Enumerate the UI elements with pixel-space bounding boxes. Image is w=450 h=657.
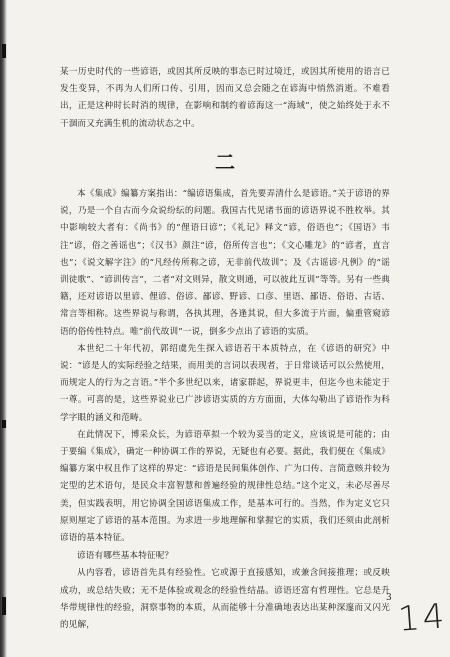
binding-mark <box>2 44 6 58</box>
paragraph: 本世纪二十年代初，郭绍虞先生探入谚语若干本质特点，在《谚语的研究》中说：“谚是人的实际经验之结果，而用美的言词以表现者，于日常谈话可以公然使用，而规定人的行为之言语。”半个多世纪以来，诸家群起，界说更丰，但迄今也未能定于一尊。可喜的是，这些界说业已广涉谚语实质的方方面面，大体勾勒出了谚语作为科学字眼的涵义和范畴。 <box>60 343 390 423</box>
section-number: 二 <box>215 150 235 174</box>
top-text-block <box>60 64 390 133</box>
question-line: 谚语有哪些基本特征呢？ <box>77 551 174 562</box>
paragraph: 从内容看，谚语首先具有经验性。它或源于直接感知，或兼含间接推理；或反映成功，或总结失败；无不是体验或观念的经验性结晶。谚语还富有哲理性。它总是升华带规律性的经验，洞察事物的本质，从而能够十分准确地表达出某种深邃而又闪光的见解， <box>60 568 390 631</box>
paragraph-continuation: 某一历史时代的一些谚语，或因其所反映的事态已时过境迁，或因其所使用的语言已发生变异，不再为人们所口传、引用，因而又总会随之在谚海中悄然消逝。不难看出，正是这种时长时消的规律，在影响和制约着谚海这一“海域”，使之始终处于永不干涸而又充满生机的流动状态之中。 <box>60 67 390 129</box>
binding-mark <box>2 420 6 428</box>
handwritten-number: 14 <box>396 596 449 640</box>
binding-mark <box>2 597 6 615</box>
main-text-block <box>60 186 390 634</box>
page-number: 3 <box>386 593 392 603</box>
binding-edge-shadow <box>0 0 7 657</box>
paragraph: 本《集成》编纂方案指出：“编谚语集成，首先要弄清什么是谚语。”关于谚语的界说，乃是一个自古而今众说纷纭的问题。我国古代见诸书面的谚语界说不胜枚举。其中影响较大者有：《尚书》的“俚语曰谚”；《礼记》释文“谚，俗语也”；《国语》韦注“谚，俗之善谣也”；《汉书》颜注“谚，俗所传言也”；《文心雕龙》的“谚者，直言也”；《说文解字注》的“凡经传所称之谚，无非前代故训”；及《古谣谚·凡例》的“谣训徒歌”、“谚训传言”，二者“对文则异，散文则通，可以彼此互训”等等。另有一些典籍，还对谚语以里谚、俚谚、俗谚、鄙谚、野谚、口彦、里语、鄙语、俗语、古话、常言等相称。这些界说与称谓，各执其理，各逢其说，但大多流于片面，偏重管窥谚语的俗传性特点。唯“前代故训”一说，倒多少点出了谚语的实质。 <box>60 189 390 337</box>
paragraph: 在此情况下，博采众长，为谚语草拟一个较为妥当的定义，应该说是可能的；由于要编《集成》，确定一种协调工作的界说，无疑也有必要。据此，我们便在《集成》编纂方案中权且作了这样的界定：“谚语是民间集体创作、广为口传、言简意赅并较为定型的艺术语句，是民众丰富智慧和普遍经验的规律性总结。”这个定义，未必尽善尽美，但实践表明，用它协调全国谚语集成工作，是基本可行的。当然，作为定义它只原则厘定了谚语的基本范围。为求进一步地理解和掌握它的实质，我们还须由此剖析谚语的基本特征。 <box>60 429 390 544</box>
